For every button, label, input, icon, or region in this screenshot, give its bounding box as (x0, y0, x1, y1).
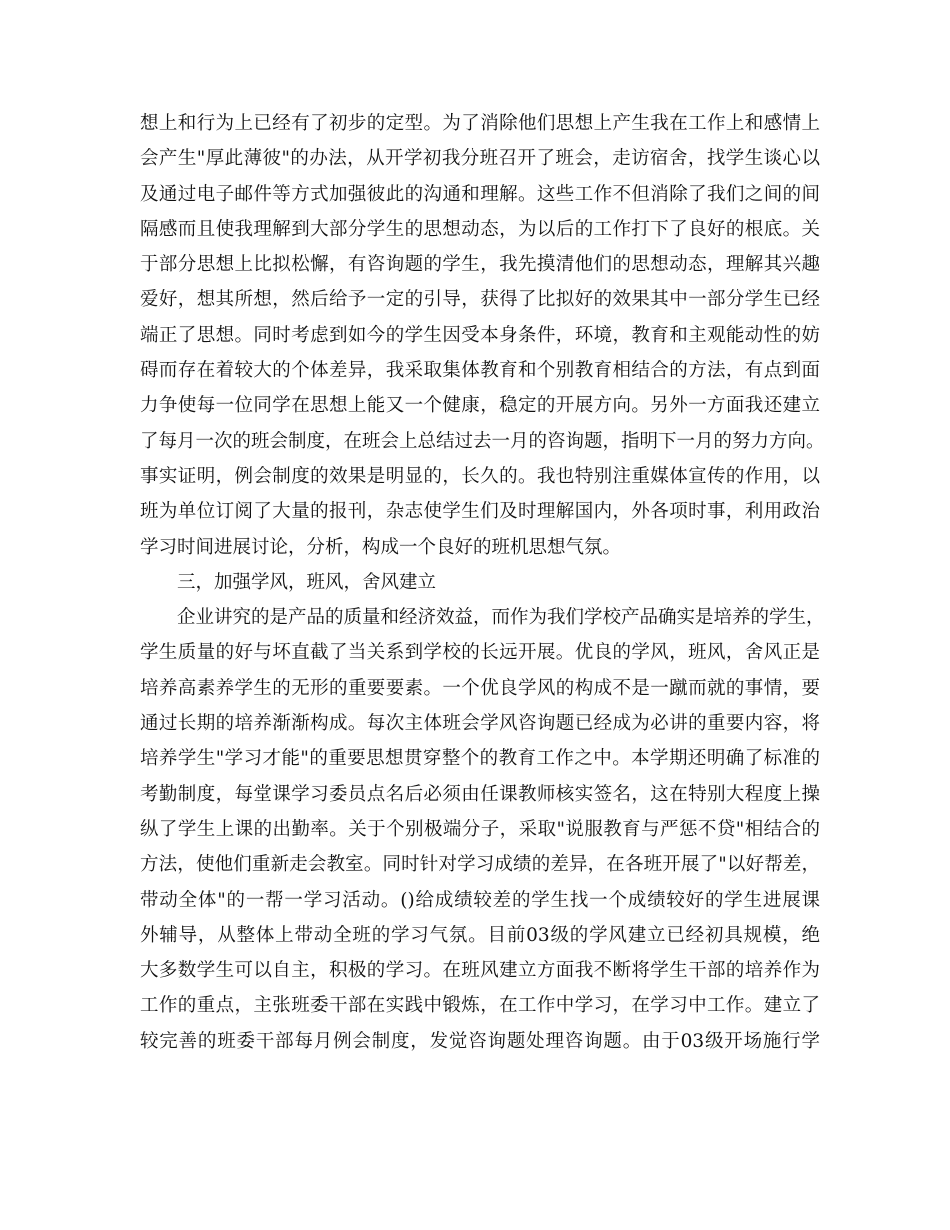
text-line: 纵了学生上课的出勤率。关于个别极端分子，采取"说服教育与严惩不贷"相结合的 (140, 818, 820, 840)
text-line: 大多数学生可以自主，积极的学习。在班风建立方面我不断将学生干部的培养作为 (140, 960, 820, 982)
text-line: 于部分思想上比拟松懈，有咨询题的学生，我先摸清他们的思想动态，理解其兴趣 (140, 254, 820, 276)
text-line: 工作的重点，主张班委干部在实践中锻炼，在工作中学习，在学习中工作。建立了 (140, 995, 820, 1017)
text-line: 外辅导，从整体上带动全班的学习气氛。目前03级的学风建立已经初具规模，绝 (140, 924, 820, 946)
text-line: 事实证明，例会制度的效果是明显的，长久的。我也特别注重媒体宣传的作用，以 (140, 465, 820, 487)
text-line: 学习时间进展讨论，分析，构成一个良好的班机思想气氛。 (140, 536, 622, 558)
text-line: 想上和行为上已经有了初步的定型。为了消除他们思想上产生我在工作上和感情上 (140, 113, 820, 134)
text-line: 通过长期的培养渐渐构成。每次主体班会学风咨询题已经成为必讲的重要内容，将 (140, 713, 820, 735)
text-line: 端正了思想。同时考虑到如今的学生因受本身条件，环境，教育和主观能动性的妨 (140, 324, 820, 346)
text-line: 班为单位订阅了大量的报刊，杂志使学生们及时理解国内，外各项时事，利用政治 (140, 501, 820, 523)
text-line: 碍而存在着较大的个体差异，我采取集体教育和个别教育相结合的方法，有点到面 (140, 360, 820, 382)
body-text (140, 106, 825, 1059)
text-line: 带动全体"的一帮一学习活动。()给成绩较差的学生找一个成绩较好的学生进展课 (140, 889, 820, 911)
text-line: 考勤制度，每堂课学习委员点名后必须由任课教师核实签名，这在特别大程度上操 (140, 783, 820, 805)
text-line: 企业讲究的是产品的质量和经济效益，而作为我们学校产品确实是培养的学生， (177, 607, 825, 629)
text-line: 三，加强学风，班风，舍风建立 (177, 571, 437, 593)
text-line: 隔感而且使我理解到大部分学生的思想动态，为以后的工作打下了良好的根底。关 (140, 218, 820, 240)
text-line: 较完善的班委干部每月例会制度，发觉咨询题处理咨询题。由于03级开场施行学 (140, 1030, 820, 1052)
text-line: 方法，使他们重新走会教室。同时针对学习成绩的差异，在各班开展了"以好帮差， (140, 854, 820, 876)
text-line: 培养高素养学生的无形的重要要素。一个优良学风的构成不是一蹴而就的事情，要 (140, 677, 820, 699)
text-line: 爱好，想其所想，然后给予一定的引导，获得了比拟好的效果其中一部分学生已经 (140, 289, 820, 311)
text-line: 及通过电子邮件等方式加强彼此的沟通和理解。这些工作不但消除了我们之间的间 (140, 183, 820, 205)
text-line: 了每月一次的班会制度，在班会上总结过去一月的咨询题，指明下一月的努力方向。 (140, 430, 825, 452)
text-line: 培养学生"学习才能"的重要思想贯穿整个的教育工作之中。本学期还明确了标准的 (140, 748, 820, 770)
text-line: 会产生"厚此薄彼"的办法，从开学初我分班召开了班会，走访宿舍，找学生谈心以 (140, 148, 820, 170)
text-line: 学生质量的好与坏直截了当关系到学校的长远开展。优良的学风，班风，舍风正是 (140, 642, 820, 664)
text-line: 力争使每一位同学在思想上能又一个健康，稳定的开展方向。另外一方面我还建立 (140, 395, 820, 417)
